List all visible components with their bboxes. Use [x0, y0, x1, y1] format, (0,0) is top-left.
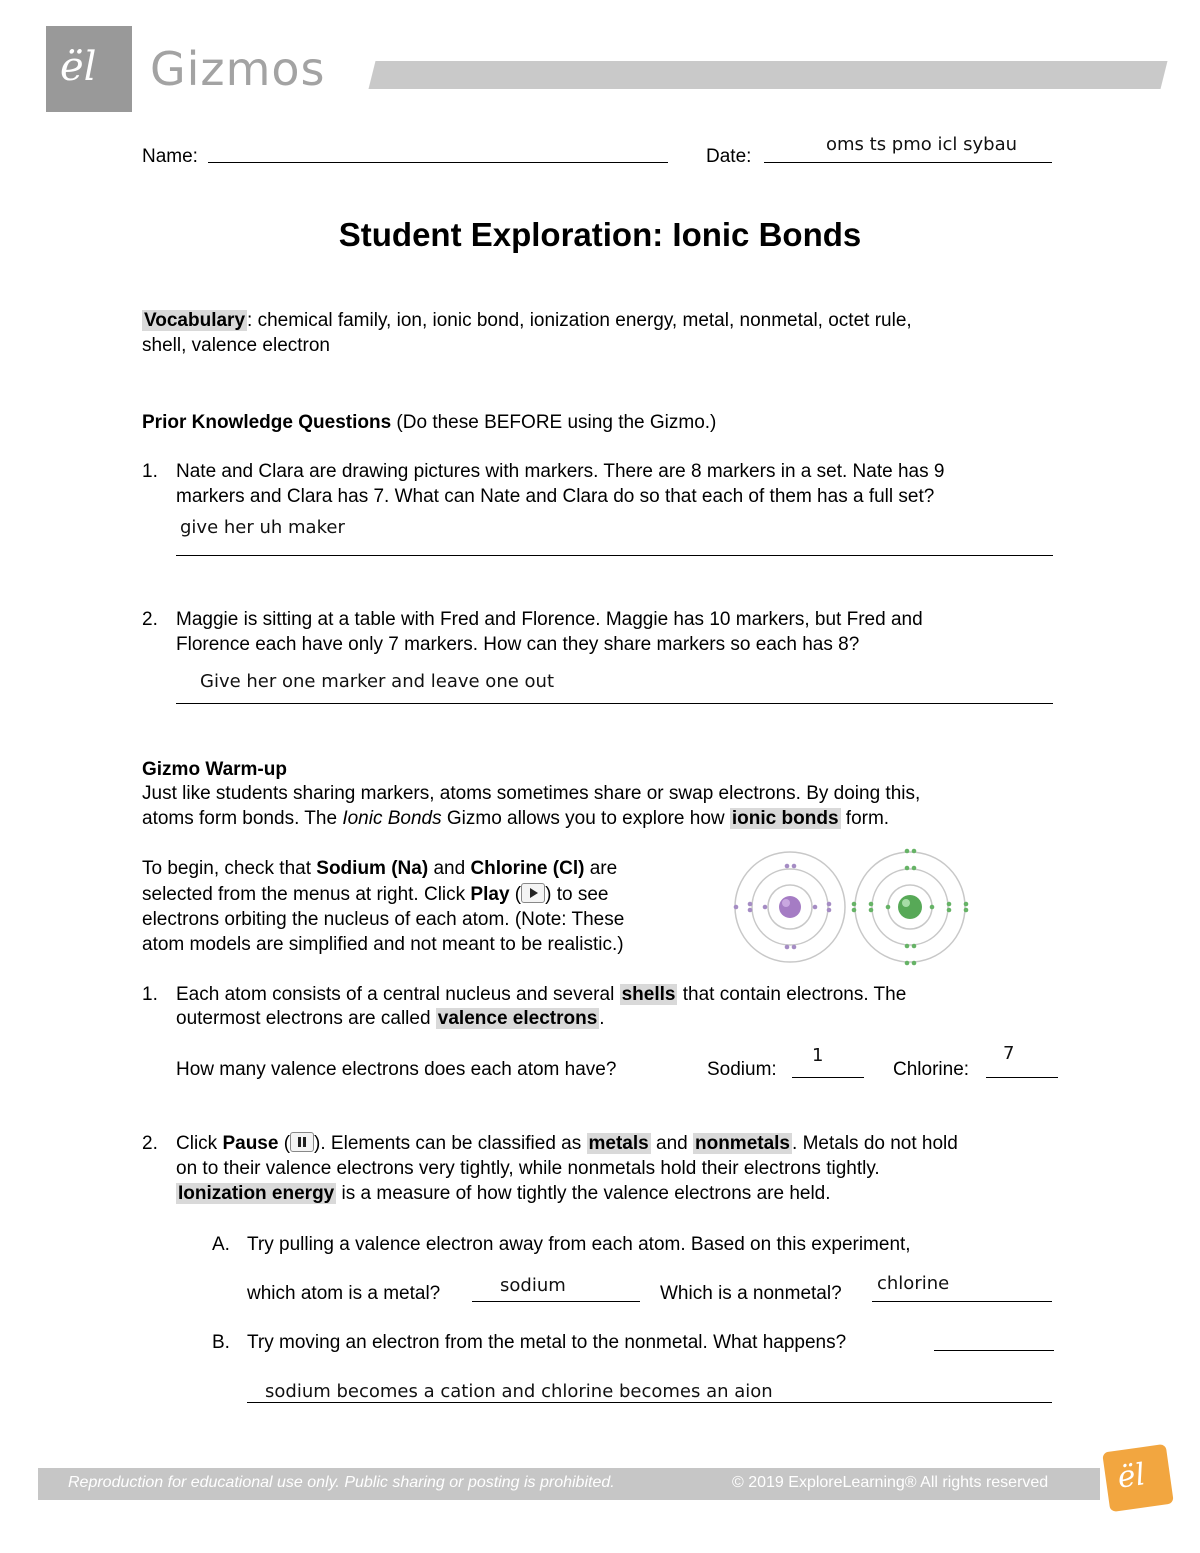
highlight-ionization-energy: Ionization energy: [178, 1183, 335, 1204]
wq1-text: Each atom consists of a central nucleus and several: [176, 984, 620, 1005]
q2-answer: Give her one marker and leave one out: [200, 671, 554, 692]
chlorine-label: Chlorine:: [893, 1059, 970, 1080]
metal-question: which atom is a metal?: [247, 1283, 441, 1304]
sodium-atom-model: [734, 852, 845, 962]
vocabulary-line-1: [142, 308, 912, 333]
part-b-inline-field[interactable]: [934, 1350, 1054, 1351]
warmup-p2-line-2: [142, 882, 609, 907]
wq2-line-1: [176, 1131, 958, 1156]
play-icon: [521, 883, 545, 903]
header-bar: [369, 61, 1168, 89]
vocabulary-label: Vocabulary: [144, 310, 246, 331]
wq1-question: How many valence electrons does each atom have?: [176, 1059, 617, 1080]
warmup-text: and: [428, 858, 471, 879]
nonmetal-question: Which is a nonmetal?: [660, 1283, 842, 1304]
part-b-answer-line[interactable]: [247, 1402, 1052, 1403]
chlorine-bold: Chlorine (Cl): [470, 858, 585, 879]
corner-logo-glyph: ël: [1115, 1457, 1148, 1496]
prior-heading-bold: Prior Knowledge Questions: [142, 412, 392, 433]
chlorine-atom-model: [852, 849, 969, 966]
wq2-text: is a measure of how tightly the valence electrons are held.: [336, 1183, 831, 1204]
wq2-text: (: [278, 1133, 291, 1154]
sodium-answer-field[interactable]: [792, 1077, 864, 1078]
warmup-text: ) to see: [545, 884, 609, 905]
warmup-text: form.: [840, 808, 890, 829]
pause-bold: Pause: [222, 1133, 279, 1154]
warmup-text: Gizmo allows you to explore how: [441, 808, 730, 829]
date-value: oms ts pmo icl sybau: [826, 134, 1018, 155]
warmup-p1-line-2: [142, 806, 889, 831]
metal-answer-field[interactable]: [472, 1301, 640, 1302]
gizmo-name: Ionic Bonds: [342, 808, 442, 829]
part-a-line-1: Try pulling a valence electron away from each atom. Based on this experiment,: [247, 1234, 911, 1255]
name-field[interactable]: [208, 162, 668, 163]
wq2-line-2: on to their valence electrons very tightly, while nonmetals hold their electrons tightly.: [176, 1158, 880, 1179]
prior-heading-note: (Do these BEFORE using the Gizmo.): [391, 412, 717, 433]
warmup-text: (: [509, 884, 522, 905]
date-label: Date:: [706, 146, 752, 167]
part-b-line-1: Try moving an electron from the metal to the nonmetal. What happens?: [247, 1332, 847, 1353]
wq2-text: . Metals do not hold: [792, 1133, 958, 1154]
footer-copyright: © 2019 ExploreLearning® All rights reserved: [732, 1474, 1049, 1491]
wq2-text: ). Elements can be classified as: [314, 1133, 587, 1154]
sodium-answer: 1: [812, 1045, 824, 1066]
warmup-text: selected from the menus at right. Click: [142, 884, 471, 905]
highlight-shells: shells: [621, 984, 676, 1005]
chlorine-answer: 7: [1003, 1043, 1015, 1064]
q2-line-1: Maggie is sitting at a table with Fred and Florence. Maggie has 10 markers, but Fred and: [176, 609, 923, 630]
highlight-ionic-bonds: ionic bonds: [731, 808, 839, 829]
date-field[interactable]: [764, 162, 1052, 163]
q1-answer-line[interactable]: [176, 555, 1053, 556]
sodium-bold: Sodium (Na): [316, 858, 429, 879]
warmup-text: atoms form bonds. The: [142, 808, 343, 829]
gizmos-logo-text: Gizmos: [150, 42, 326, 96]
name-label: Name:: [142, 146, 198, 167]
prior-knowledge-heading: [142, 410, 716, 435]
gizmos-logo-box: [46, 26, 132, 112]
q1-number: 1.: [142, 461, 158, 482]
highlight-valence-electrons: valence electrons: [437, 1008, 598, 1029]
warmup-text: are: [584, 858, 618, 879]
wq1-text: outermost electrons are called: [176, 1008, 436, 1029]
page-title: Student Exploration: Ionic Bonds: [338, 216, 862, 253]
highlight-nonmetals: nonmetals: [694, 1133, 791, 1154]
wq2-number: 2.: [142, 1133, 158, 1154]
wq2-text: Click: [176, 1133, 223, 1154]
wq2-line-3: [176, 1181, 831, 1206]
play-bold: Play: [470, 884, 510, 905]
highlight-metals: metals: [588, 1133, 649, 1154]
q2-number: 2.: [142, 609, 158, 630]
wq1-line-2: [176, 1006, 605, 1031]
warmup-p2-line-3: electrons orbiting the nucleus of each atom. (Note: These: [142, 909, 625, 930]
q2-answer-line[interactable]: [176, 703, 1053, 704]
footer-disclaimer: Reproduction for educational use only. Public sharing or posting is prohibited.: [68, 1474, 615, 1491]
metal-answer: sodium: [500, 1275, 566, 1296]
q1-line-2: markers and Clara has 7. What can Nate and Clara do so that each of them has a full set?: [176, 486, 935, 507]
part-b-answer: sodium becomes a cation and chlorine becomes an aion: [265, 1381, 773, 1402]
q1-answer: give her uh maker: [180, 517, 345, 538]
chlorine-answer-field[interactable]: [986, 1077, 1058, 1078]
warmup-p1-line-1: Just like students sharing markers, atoms sometimes share or swap electrons. By doing this,: [142, 783, 921, 804]
wq1-text: .: [599, 1008, 605, 1029]
nonmetal-answer: chlorine: [877, 1273, 950, 1294]
warmup-heading: Gizmo Warm-up: [142, 759, 287, 780]
wq1-number: 1.: [142, 984, 158, 1005]
wq2-text: and: [650, 1133, 693, 1154]
q2-line-2: Florence each have only 7 markers. How can they share markers so each has 8?: [176, 634, 860, 655]
wq1-text: that contain electrons. The: [677, 984, 907, 1005]
atom-models-illustration: [728, 846, 978, 966]
vocabulary-line-2: shell, valence electron: [142, 335, 330, 356]
warmup-p2-line-1: [142, 856, 617, 881]
logo-glyph: ël: [60, 44, 97, 90]
warmup-p2-line-4: atom models are simplified and not meant to be realistic.): [142, 934, 624, 955]
pause-icon: [290, 1132, 314, 1152]
sodium-label: Sodium:: [707, 1059, 777, 1080]
part-b-label: B.: [212, 1332, 230, 1353]
part-a-label: A.: [212, 1234, 230, 1255]
q1-line-1: Nate and Clara are drawing pictures with markers. There are 8 markers in a set. Nate has 9: [176, 461, 945, 482]
wq1-line-1: [176, 982, 906, 1007]
explorelearning-corner-logo: [1102, 1444, 1174, 1512]
nonmetal-answer-field[interactable]: [872, 1301, 1052, 1302]
vocabulary-text: : chemical family, ion, ionic bond, ionization energy, metal, nonmetal, octet rule,: [247, 310, 912, 331]
warmup-text: To begin, check that: [142, 858, 317, 879]
